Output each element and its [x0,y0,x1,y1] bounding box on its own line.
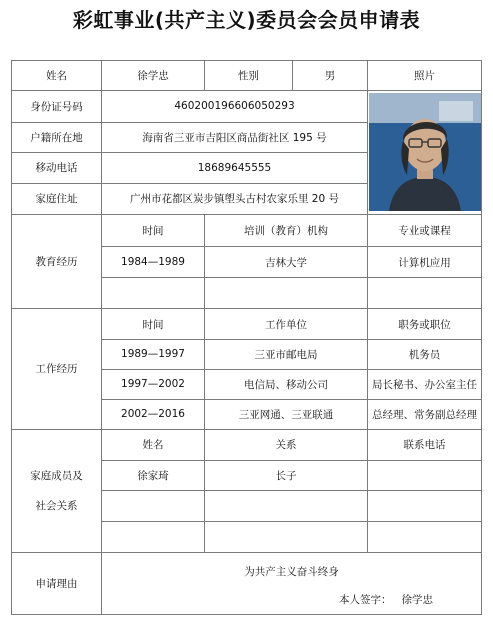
mobile-value: 18689645555 [102,152,368,183]
family-cell [368,521,482,552]
work-cell: 总经理、常务副总经理 [368,399,482,429]
applicant-photo [369,93,481,211]
family-cell: 徐家琦 [102,460,205,490]
family-cell: 长子 [205,460,368,490]
reason-label: 申请理由 [12,552,102,614]
education-header-major: 专业或课程 [368,214,482,246]
family-cell [368,460,482,490]
work-header-employer: 工作单位 [205,309,368,340]
address-label: 家庭住址 [12,183,102,214]
education-label: 教育经历 [12,214,102,308]
household-label: 户籍所在地 [12,123,102,153]
work-label: 工作经历 [12,309,102,430]
family-cell [102,490,205,521]
mobile-label: 移动电话 [12,152,102,183]
form-title: 彩虹事业(共产主义)委员会会员申请表 [72,8,421,32]
address-value: 广州市花都区炭步镇塱头古村农家乐里 20 号 [102,183,368,214]
gender-label: 性别 [205,61,293,91]
work-cell: 局长秘书、办公室主任 [368,369,482,399]
education-cell: 1984—1989 [102,247,205,278]
work-cell: 三亚网通、三亚联通 [205,399,368,429]
family-label [12,429,102,552]
education-cell [205,278,368,309]
id-number-label: 身份证号码 [12,90,102,122]
family-cell [205,521,368,552]
work-cell: 机务员 [368,340,482,370]
work-header-time: 时间 [102,309,205,340]
work-cell: 电信局、移动公司 [205,369,368,399]
education-cell: 计算机应用 [368,247,482,278]
id-number-value: 460200196606050293 [102,90,368,122]
application-table [11,60,482,615]
education-header-institution: 培训（教育）机构 [205,214,368,246]
family-cell [205,490,368,521]
family-label-line2: 社会关系 [35,499,78,512]
gender-value: 男 [293,61,368,91]
work-cell: 1989—1997 [102,340,205,370]
name-label: 姓名 [12,61,102,91]
family-header-relation: 关系 [205,429,368,460]
education-header-time: 时间 [102,214,205,246]
education-cell [102,278,205,309]
name-value: 徐学忠 [102,61,205,91]
family-header-name: 姓名 [102,429,205,460]
photo-label: 照片 [368,61,482,91]
household-value: 海南省三亚市吉阳区商品街社区 195 号 [102,123,368,153]
family-label-line1: 家庭成员及 [30,469,83,482]
family-cell [102,521,205,552]
education-cell [368,278,482,309]
work-cell: 1997—2002 [102,369,205,399]
family-cell [368,490,482,521]
reason-text: 为共产主义奋斗终身 [244,565,339,578]
signature-label: 本人签字： [338,593,392,606]
family-header-phone: 联系电话 [368,429,482,460]
photo-cell [368,90,482,214]
signature-name: 徐学忠 [401,593,433,606]
work-cell: 2002—2016 [102,399,205,429]
work-header-position: 职务或职位 [368,309,482,340]
education-cell: 吉林大学 [205,247,368,278]
signature-line [339,592,433,607]
reason-cell [102,552,482,614]
work-cell: 三亚市邮电局 [205,340,368,370]
